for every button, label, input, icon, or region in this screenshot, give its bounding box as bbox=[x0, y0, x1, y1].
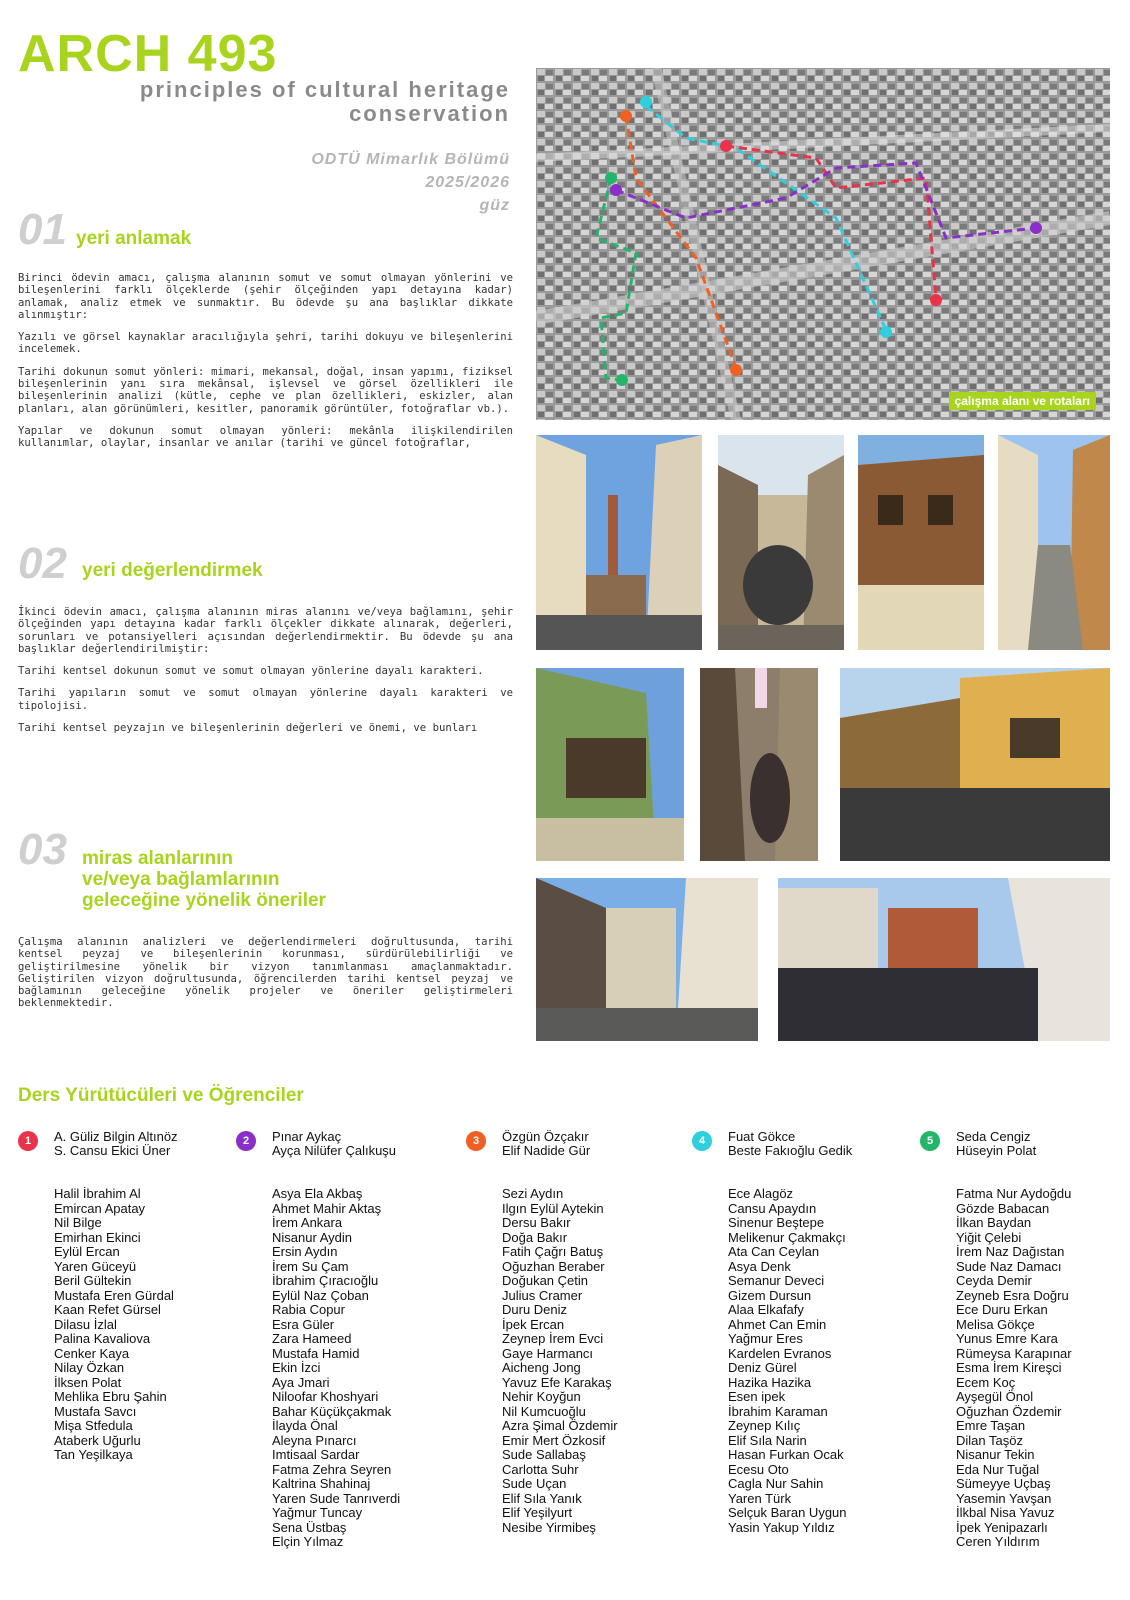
student-name: Yaren Sude Tanrıverdi bbox=[272, 1490, 401, 1506]
section-title-line: miras alanlarının bbox=[82, 848, 234, 869]
student-name: Eylül Naz Çoban bbox=[272, 1287, 369, 1303]
student-name: Zeynep İrem Evci bbox=[502, 1331, 604, 1346]
photo-students-alley bbox=[718, 435, 844, 650]
student-list bbox=[502, 1187, 618, 1535]
section-title bbox=[76, 228, 191, 249]
student-name: Gizem Dursun bbox=[728, 1287, 812, 1303]
student-name: Kaan Refet Gürsel bbox=[54, 1302, 161, 1317]
student-name: Nil Bilge bbox=[54, 1215, 102, 1230]
student-name: Dilasu İzlal bbox=[54, 1316, 117, 1332]
instructor-name: S. Cansu Ekici Üner bbox=[54, 1143, 171, 1159]
student-name: Nisanur Aydin bbox=[272, 1229, 352, 1245]
paragraph: Tarihi kentsel dokunun somut ve somut olmayan yönlerine dayalı karakteri. bbox=[18, 665, 484, 678]
student-name: Doğa Bakır bbox=[502, 1229, 568, 1245]
student-name: Ata Can Ceylan bbox=[728, 1244, 820, 1259]
photo-image bbox=[998, 435, 1110, 650]
student-name: İlkbal Nisa Yavuz bbox=[956, 1505, 1055, 1520]
student-name: Ceyda Demir bbox=[956, 1273, 1032, 1288]
instructor-name: Ayça Nilüfer Çalıkuşu bbox=[272, 1143, 397, 1159]
photo-narrow-alley bbox=[700, 668, 818, 861]
student-name: Elçin Yılmaz bbox=[272, 1534, 344, 1549]
student-name: Julius Cramer bbox=[502, 1287, 583, 1303]
student-name: Fatma Zehra Seyren bbox=[272, 1461, 392, 1477]
student-name: İlkan Baydan bbox=[956, 1215, 1032, 1230]
course-title bbox=[95, 78, 510, 126]
student-name: Hazika Hazika bbox=[728, 1374, 812, 1390]
photo-image bbox=[536, 435, 702, 650]
student-name: Sezi Aydın bbox=[502, 1186, 564, 1201]
section-title bbox=[82, 560, 263, 581]
department-block bbox=[250, 148, 510, 217]
student-name: Yaren Güceyü bbox=[54, 1258, 137, 1274]
team-instructors bbox=[502, 1130, 590, 1159]
paragraph: Birinci ödevin amacı, çalışma alanının somut ve somut olmayan yönlerini ve bileşenlerini farklı ölçeklerde (şehir ölçeğinden yapı detayına kadar) anlamak, analiz etmek ve sunmaktır. Bu ödevde şu ana başlıklar dikkate alınmıştır: bbox=[18, 272, 513, 321]
student-name: Eylül Ercan bbox=[54, 1244, 120, 1259]
study-area-map bbox=[536, 68, 1110, 420]
student-name: Yaren Türk bbox=[728, 1490, 792, 1506]
student-name: Fatma Nur Aydoğdu bbox=[956, 1186, 1072, 1201]
student-name: Rabia Copur bbox=[272, 1302, 345, 1317]
photo-green-house bbox=[536, 668, 684, 861]
student-name: Emircan Apatay bbox=[54, 1200, 146, 1216]
paragraph: Çalışma alanının analizleri ve değerlendirmeleri doğrultusunda, tarihi kentsel peyzaj ve bileşenlerinin korunması, sürdürülebilirliği ve geliştirilmesine yönelik bir vizyon tanımlanması amaçlanmaktadır. Geliştirilen vizyon doğrultusunda, öğrencilerden tarihi kentsel peyzaj ve bağlamının geleceğine yönelik projeler ve öneriler geliştirmeleri beklenmektedir. bbox=[18, 936, 513, 1010]
student-name: Aleyna Pınarcı bbox=[272, 1432, 357, 1448]
paragraph: Tarihi kentsel peyzajın ve bileşenlerinin değerleri ve önemi, ve bunları bbox=[18, 722, 478, 735]
aerial-map-image bbox=[536, 68, 1110, 420]
instructor-name: Seda Cengiz bbox=[956, 1129, 1031, 1144]
student-name: Nil Kumcuoğlu bbox=[502, 1403, 586, 1419]
student-name: Gözde Babacan bbox=[956, 1200, 1050, 1216]
student-name: Mişa Stfedula bbox=[54, 1418, 133, 1433]
student-name: Doğukan Çetin bbox=[502, 1273, 588, 1288]
team-number-badge: 1 bbox=[18, 1131, 38, 1151]
student-name: Sude Uçan bbox=[502, 1476, 567, 1491]
student-name: Ecesu Oto bbox=[728, 1461, 789, 1477]
section-title-line: geleceğine yönelik öneriler bbox=[82, 890, 326, 911]
student-name: Mustafa Savcı bbox=[54, 1403, 137, 1419]
student-name: Mehlika Ebru Şahin bbox=[54, 1389, 167, 1404]
photo-timber-house bbox=[858, 435, 984, 650]
student-list bbox=[54, 1187, 174, 1463]
student-name: Mustafa Eren Gürdal bbox=[54, 1287, 174, 1303]
student-name: Asya Denk bbox=[728, 1258, 791, 1274]
student-name: Cenker Kaya bbox=[54, 1345, 130, 1361]
student-name: Sümeyye Uçbaş bbox=[956, 1476, 1051, 1491]
student-name: Oğuzhan Beraber bbox=[502, 1258, 605, 1274]
instructor-name: Pınar Aykaç bbox=[272, 1129, 342, 1144]
photo-stone-street bbox=[536, 878, 758, 1041]
instructor-name: Elif Nadide Gür bbox=[502, 1143, 591, 1159]
student-name: Yiğit Çelebi bbox=[956, 1229, 1022, 1245]
student-name: Nilay Özkan bbox=[54, 1360, 125, 1375]
section-number: 01 bbox=[18, 205, 67, 254]
student-name: Azra Şimal Özdemir bbox=[502, 1418, 618, 1433]
team-instructors bbox=[956, 1130, 1036, 1159]
student-name: Rümeysa Karapınar bbox=[956, 1345, 1072, 1361]
paragraph: İkinci ödevin amacı, çalışma alanının miras alanını ve/veya bağlamını, şehir ölçeğinden yapı detayına kadar farklı ölçekler dikkate alınarak, değerleri, sorunları ve potansiyelleri açısından değerlendirmektir. Bu ödevde şu ana başlıklar değerlendirilmiştir: bbox=[18, 606, 513, 655]
photo-image bbox=[700, 668, 818, 861]
student-name: Ayşegül Önol bbox=[956, 1389, 1034, 1404]
course-code: ARCH 493 bbox=[18, 25, 278, 83]
student-name: Elif Yeşilyurt bbox=[502, 1505, 573, 1520]
student-name: Deniz Gürel bbox=[728, 1360, 797, 1375]
section-number: 03 bbox=[18, 825, 67, 874]
section-body bbox=[18, 606, 513, 744]
student-name: Yasin Yakup Yıldız bbox=[728, 1519, 835, 1535]
student-name: Yağmur Eres bbox=[728, 1331, 803, 1346]
section-number: 02 bbox=[18, 539, 67, 588]
student-name: Eda Nur Tuğal bbox=[956, 1461, 1040, 1477]
student-name: Elif Sıla Yanık bbox=[502, 1490, 582, 1506]
student-name: Ahmet Mahir Aktaş bbox=[272, 1200, 382, 1216]
team-instructors bbox=[54, 1130, 178, 1159]
student-name: Sena Üstbaş bbox=[272, 1519, 347, 1535]
student-name: Sinenur Beştepe bbox=[728, 1215, 825, 1230]
team-number-badge: 5 bbox=[920, 1131, 940, 1151]
student-name: İpek Yenipazarlı bbox=[956, 1519, 1048, 1535]
instructor-name: Fuat Gökce bbox=[728, 1129, 796, 1144]
student-name: Esen ipek bbox=[728, 1389, 786, 1404]
photo-group-yellow-house bbox=[840, 668, 1110, 861]
student-name: Zara Hameed bbox=[272, 1331, 352, 1346]
student-name: Bahar Küçükçakmak bbox=[272, 1403, 392, 1419]
student-name: Fatih Çağrı Batuş bbox=[502, 1244, 604, 1259]
section-title-line: yeri anlamak bbox=[76, 228, 192, 249]
photo-image bbox=[840, 668, 1110, 861]
student-name: Ersin Aydın bbox=[272, 1244, 338, 1259]
student-name: Ceren Yıldırım bbox=[956, 1534, 1040, 1549]
student-list bbox=[272, 1187, 400, 1550]
student-name: Selçuk Baran Uygun bbox=[728, 1505, 847, 1520]
photo-crowd-square bbox=[778, 878, 1110, 1041]
department-name: ODTÜ Mimarlık Bölümü bbox=[311, 151, 510, 168]
student-name: Beril Gültekin bbox=[54, 1273, 132, 1288]
term: güz bbox=[479, 197, 510, 214]
student-list bbox=[728, 1187, 847, 1535]
student-name: Ece Duru Erkan bbox=[956, 1302, 1048, 1317]
paragraph: Tarihi yapıların somut ve somut olmayan yönlerine dayalı karakteri ve tipolojisi. bbox=[18, 687, 513, 712]
student-name: Yavuz Efe Karakaş bbox=[502, 1374, 612, 1390]
student-name: Yağmur Tuncay bbox=[272, 1505, 363, 1520]
student-name: Zeyneb Esra Doğru bbox=[956, 1287, 1069, 1303]
paragraph: Yazılı ve görsel kaynaklar aracılığıyla şehri, tarihi dokuyu ve bileşenlerini incelemek. bbox=[18, 331, 513, 356]
team-number-badge: 4 bbox=[692, 1131, 712, 1151]
photo-image bbox=[778, 878, 1110, 1041]
people-heading: Ders Yürütücüleri ve Öğrenciler bbox=[18, 1085, 304, 1106]
student-name: İlksen Polat bbox=[54, 1374, 122, 1390]
student-name: Niloofar Khoshyari bbox=[272, 1389, 379, 1404]
team-number-badge: 3 bbox=[466, 1131, 486, 1151]
student-name: Hasan Furkan Ocak bbox=[728, 1447, 844, 1462]
student-name: Ahmet Can Emin bbox=[728, 1316, 827, 1332]
student-name: İlayda Önal bbox=[272, 1418, 338, 1433]
student-name: Ilgın Eylül Aytekin bbox=[502, 1200, 604, 1216]
section-title bbox=[82, 848, 326, 911]
student-name: Tan Yeşilkaya bbox=[54, 1447, 133, 1462]
student-name: İbrahim Çıracıoğlu bbox=[272, 1273, 379, 1288]
student-name: Semanur Deveci bbox=[728, 1273, 825, 1288]
student-name: İrem Ankara bbox=[272, 1215, 343, 1230]
student-name: Imtisaal Sardar bbox=[272, 1447, 360, 1462]
student-name: Dilan Taşöz bbox=[956, 1432, 1023, 1448]
student-name: Yasemin Yavşan bbox=[956, 1490, 1052, 1506]
instructor-name: A. Güliz Bilgin Altınöz bbox=[54, 1129, 178, 1144]
student-name: İrem Naz Dağıstan bbox=[956, 1244, 1065, 1259]
student-name: Sude Sallabaş bbox=[502, 1447, 586, 1462]
paragraph: Yapılar ve dokunun somut olmayan yönleri: mekânla ilişkilendirilen kullanımlar, olaylar, insanlar ve anılar (tarihi ve güncel fotoğraflar, bbox=[18, 424, 513, 450]
student-name: Emir Mert Özkosif bbox=[502, 1432, 606, 1448]
team-number-badge: 2 bbox=[236, 1131, 256, 1151]
student-name: Cansu Apaydın bbox=[728, 1200, 817, 1216]
student-name: Nehir Koyğun bbox=[502, 1389, 581, 1404]
student-name: Kaltrina Shahinaj bbox=[272, 1476, 371, 1491]
team-instructors bbox=[272, 1130, 396, 1159]
photo-image bbox=[858, 435, 984, 650]
course-title-line2: conservation bbox=[349, 101, 510, 126]
student-name: Nesibe Yirmibeş bbox=[502, 1519, 596, 1535]
section-body bbox=[18, 936, 513, 1020]
student-name: Melisa Gökçe bbox=[956, 1316, 1035, 1332]
student-name: Mustafa Hamid bbox=[272, 1345, 360, 1361]
student-name: Ece Alagöz bbox=[728, 1186, 794, 1201]
student-list bbox=[956, 1187, 1072, 1550]
student-name: Dersu Bakır bbox=[502, 1215, 571, 1230]
academic-year: 2025/2026 bbox=[425, 174, 510, 191]
photo-image bbox=[536, 878, 758, 1041]
student-name: Kardelen Evranos bbox=[728, 1345, 832, 1361]
section-title-line: ve/veya bağlamlarının bbox=[82, 869, 280, 890]
student-name: Halil İbrahim Al bbox=[54, 1186, 141, 1201]
team-instructors bbox=[728, 1130, 852, 1159]
photo-stair-street bbox=[998, 435, 1110, 650]
student-name: Emre Taşan bbox=[956, 1418, 1026, 1433]
student-name: Aicheng Jong bbox=[502, 1360, 581, 1375]
student-name: Duru Deniz bbox=[502, 1302, 568, 1317]
student-name: Ecem Koç bbox=[956, 1374, 1016, 1390]
student-name: Sude Naz Damacı bbox=[956, 1258, 1062, 1274]
student-name: Zeynep Kılıç bbox=[728, 1418, 801, 1433]
student-name: Palina Kavaliova bbox=[54, 1331, 151, 1346]
student-name: Ataberk Uğurlu bbox=[54, 1432, 141, 1448]
student-name: İbrahim Karaman bbox=[728, 1403, 828, 1419]
instructor-name: Beste Fakıoğlu Gedik bbox=[728, 1143, 853, 1159]
photo-image bbox=[718, 435, 844, 650]
section-title-line: yeri değerlendirmek bbox=[82, 560, 263, 581]
student-name: Ekin İzci bbox=[272, 1360, 321, 1375]
student-name: İpek Ercan bbox=[502, 1316, 565, 1332]
student-name: Oğuzhan Özdemir bbox=[956, 1403, 1062, 1419]
student-name: Carlotta Suhr bbox=[502, 1461, 579, 1477]
map-caption: çalışma alanı ve rotaları bbox=[949, 392, 1096, 410]
student-name: İrem Su Çam bbox=[272, 1258, 349, 1274]
section-body bbox=[18, 272, 513, 460]
student-name: Yunus Emre Kara bbox=[956, 1331, 1058, 1346]
student-name: Cagla Nur Sahin bbox=[728, 1476, 824, 1491]
course-title-line1: principles of cultural heritage bbox=[139, 77, 510, 102]
student-name: Nisanur Tekin bbox=[956, 1447, 1035, 1462]
paragraph: Tarihi dokunun somut yönleri: mimari, mekansal, doğal, insan yapımı, fiziksel bileşenlerinin yanı sıra mekânsal, işlevsel ve görsel özellikleri ile bileşenlerinin analizi (kütle, cephe ve plan özellikleri, eskizler, alan planları, alan görünümleri, kesitler, panoramik görüntüler, fotoğraflar vb.). bbox=[18, 365, 513, 415]
student-name: Aya Jmari bbox=[272, 1374, 330, 1390]
student-name: Melikenur Çakmakçı bbox=[728, 1229, 846, 1245]
photo-street-minaret bbox=[536, 435, 702, 650]
instructor-name: Hüseyin Polat bbox=[956, 1143, 1037, 1159]
student-name: Esma İrem Kireşci bbox=[956, 1360, 1062, 1375]
student-name: Asya Ela Akbaş bbox=[272, 1186, 363, 1201]
student-name: Esra Güler bbox=[272, 1316, 335, 1332]
student-name: Gaye Harmancı bbox=[502, 1345, 594, 1361]
photo-image bbox=[536, 668, 684, 861]
instructor-name: Özgün Özçakır bbox=[502, 1129, 589, 1144]
student-name: Alaa Elkafafy bbox=[728, 1302, 804, 1317]
student-name: Emirhan Ekinci bbox=[54, 1229, 141, 1245]
student-name: Elif Sıla Narin bbox=[728, 1432, 807, 1448]
